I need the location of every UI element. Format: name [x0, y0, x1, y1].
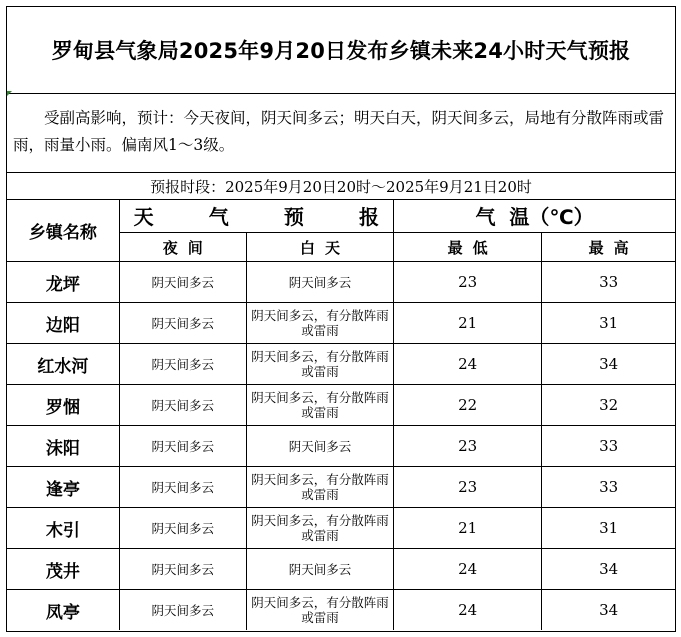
max-temp-cell: 32 [542, 385, 675, 426]
day-weather-cell: 阴天间多云 [246, 549, 393, 590]
town-name-cell: 边阳 [7, 303, 119, 344]
header-max [542, 233, 675, 262]
header-weather-char: 预 [283, 205, 304, 229]
day-weather-cell: 阴天间多云，有分散阵雨或雷雨 [246, 303, 393, 344]
night-weather-cell: 阴天间多云 [119, 303, 246, 344]
table-row [7, 549, 675, 590]
day-weather-cell: 阴天间多云，有分散阵雨或雷雨 [246, 467, 393, 508]
day-weather-cell: 阴天间多云，有分散阵雨或雷雨 [246, 508, 393, 549]
night-weather-cell: 阴天间多云 [119, 344, 246, 385]
night-weather-cell: 阴天间多云 [119, 590, 246, 631]
night-weather-cell: 阴天间多云 [119, 262, 246, 303]
header-weather-char: 天 [133, 205, 154, 229]
header-max-label: 最高 [588, 238, 639, 257]
town-name-cell: 罗悃 [7, 385, 119, 426]
header-weather-char: 气 [208, 205, 229, 229]
night-weather-cell: 阴天间多云 [119, 426, 246, 467]
table-row [7, 590, 675, 631]
town-name-cell: 茂井 [7, 549, 119, 590]
header-weather-char: 报 [359, 205, 380, 229]
max-temp-cell: 31 [542, 508, 675, 549]
night-weather-cell: 阴天间多云 [119, 467, 246, 508]
forecast-summary [7, 93, 675, 173]
day-weather-cell: 阴天间多云 [246, 426, 393, 467]
town-name-cell: 凤亭 [7, 590, 119, 631]
night-weather-cell: 阴天间多云 [119, 508, 246, 549]
header-day [246, 233, 393, 262]
max-temp-cell: 33 [542, 262, 675, 303]
table-row [7, 467, 675, 508]
min-temp-cell: 21 [394, 303, 542, 344]
town-name-cell: 逢亭 [7, 467, 119, 508]
max-temp-cell: 34 [542, 549, 675, 590]
page-title: 罗甸县气象局2025年9月20日发布乡镇未来24小时天气预报 [7, 7, 675, 94]
max-temp-cell: 33 [542, 467, 675, 508]
max-temp-cell: 34 [542, 344, 675, 385]
min-temp-cell: 21 [394, 508, 542, 549]
forecast-period: 预报时段：2025年9月20日20时～2025年9月21日20时 [7, 173, 675, 200]
town-name-cell: 沫阳 [7, 426, 119, 467]
header-town-name: 乡镇名称 [7, 199, 119, 262]
summary-text: 受副高影响，预计：今天夜间，阴天间多云；明天白天，阴天间多云，局地有分散阵雨或雷雨，雨量小雨。偏南风1～3级。 [13, 109, 665, 154]
table-row [7, 508, 675, 549]
min-temp-cell: 24 [394, 344, 542, 385]
day-weather-cell: 阴天间多云，有分散阵雨或雷雨 [246, 344, 393, 385]
header-night [119, 233, 246, 262]
day-weather-cell: 阴天间多云，有分散阵雨或雷雨 [246, 590, 393, 631]
header-weather-chars [120, 201, 393, 230]
town-name-cell: 木引 [7, 508, 119, 549]
table-row [7, 385, 675, 426]
header-day-label: 白天 [299, 238, 350, 257]
header-night-label: 夜间 [162, 238, 213, 257]
night-weather-cell: 阴天间多云 [119, 385, 246, 426]
header-min [394, 233, 542, 262]
header-min-label: 最低 [447, 238, 498, 257]
night-weather-cell: 阴天间多云 [119, 549, 246, 590]
day-weather-cell: 阴天间多云 [246, 262, 393, 303]
header-row-1 [7, 199, 675, 233]
max-temp-cell: 33 [542, 426, 675, 467]
min-temp-cell: 23 [394, 262, 542, 303]
forecast-table [7, 199, 675, 630]
day-weather-cell: 阴天间多云，有分散阵雨或雷雨 [246, 385, 393, 426]
table-row [7, 344, 675, 385]
header-temperature: 气 温（℃） [394, 199, 675, 233]
table-row [7, 262, 675, 303]
town-name-cell: 红水河 [7, 344, 119, 385]
town-name-cell: 龙坪 [7, 262, 119, 303]
min-temp-cell: 24 [394, 549, 542, 590]
max-temp-cell: 31 [542, 303, 675, 344]
table-row [7, 303, 675, 344]
forecast-sheet [6, 6, 676, 632]
min-temp-cell: 24 [394, 590, 542, 631]
table-row [7, 426, 675, 467]
min-temp-cell: 23 [394, 426, 542, 467]
min-temp-cell: 22 [394, 385, 542, 426]
min-temp-cell: 23 [394, 467, 542, 508]
header-weather-forecast [119, 199, 393, 233]
max-temp-cell: 34 [542, 590, 675, 631]
